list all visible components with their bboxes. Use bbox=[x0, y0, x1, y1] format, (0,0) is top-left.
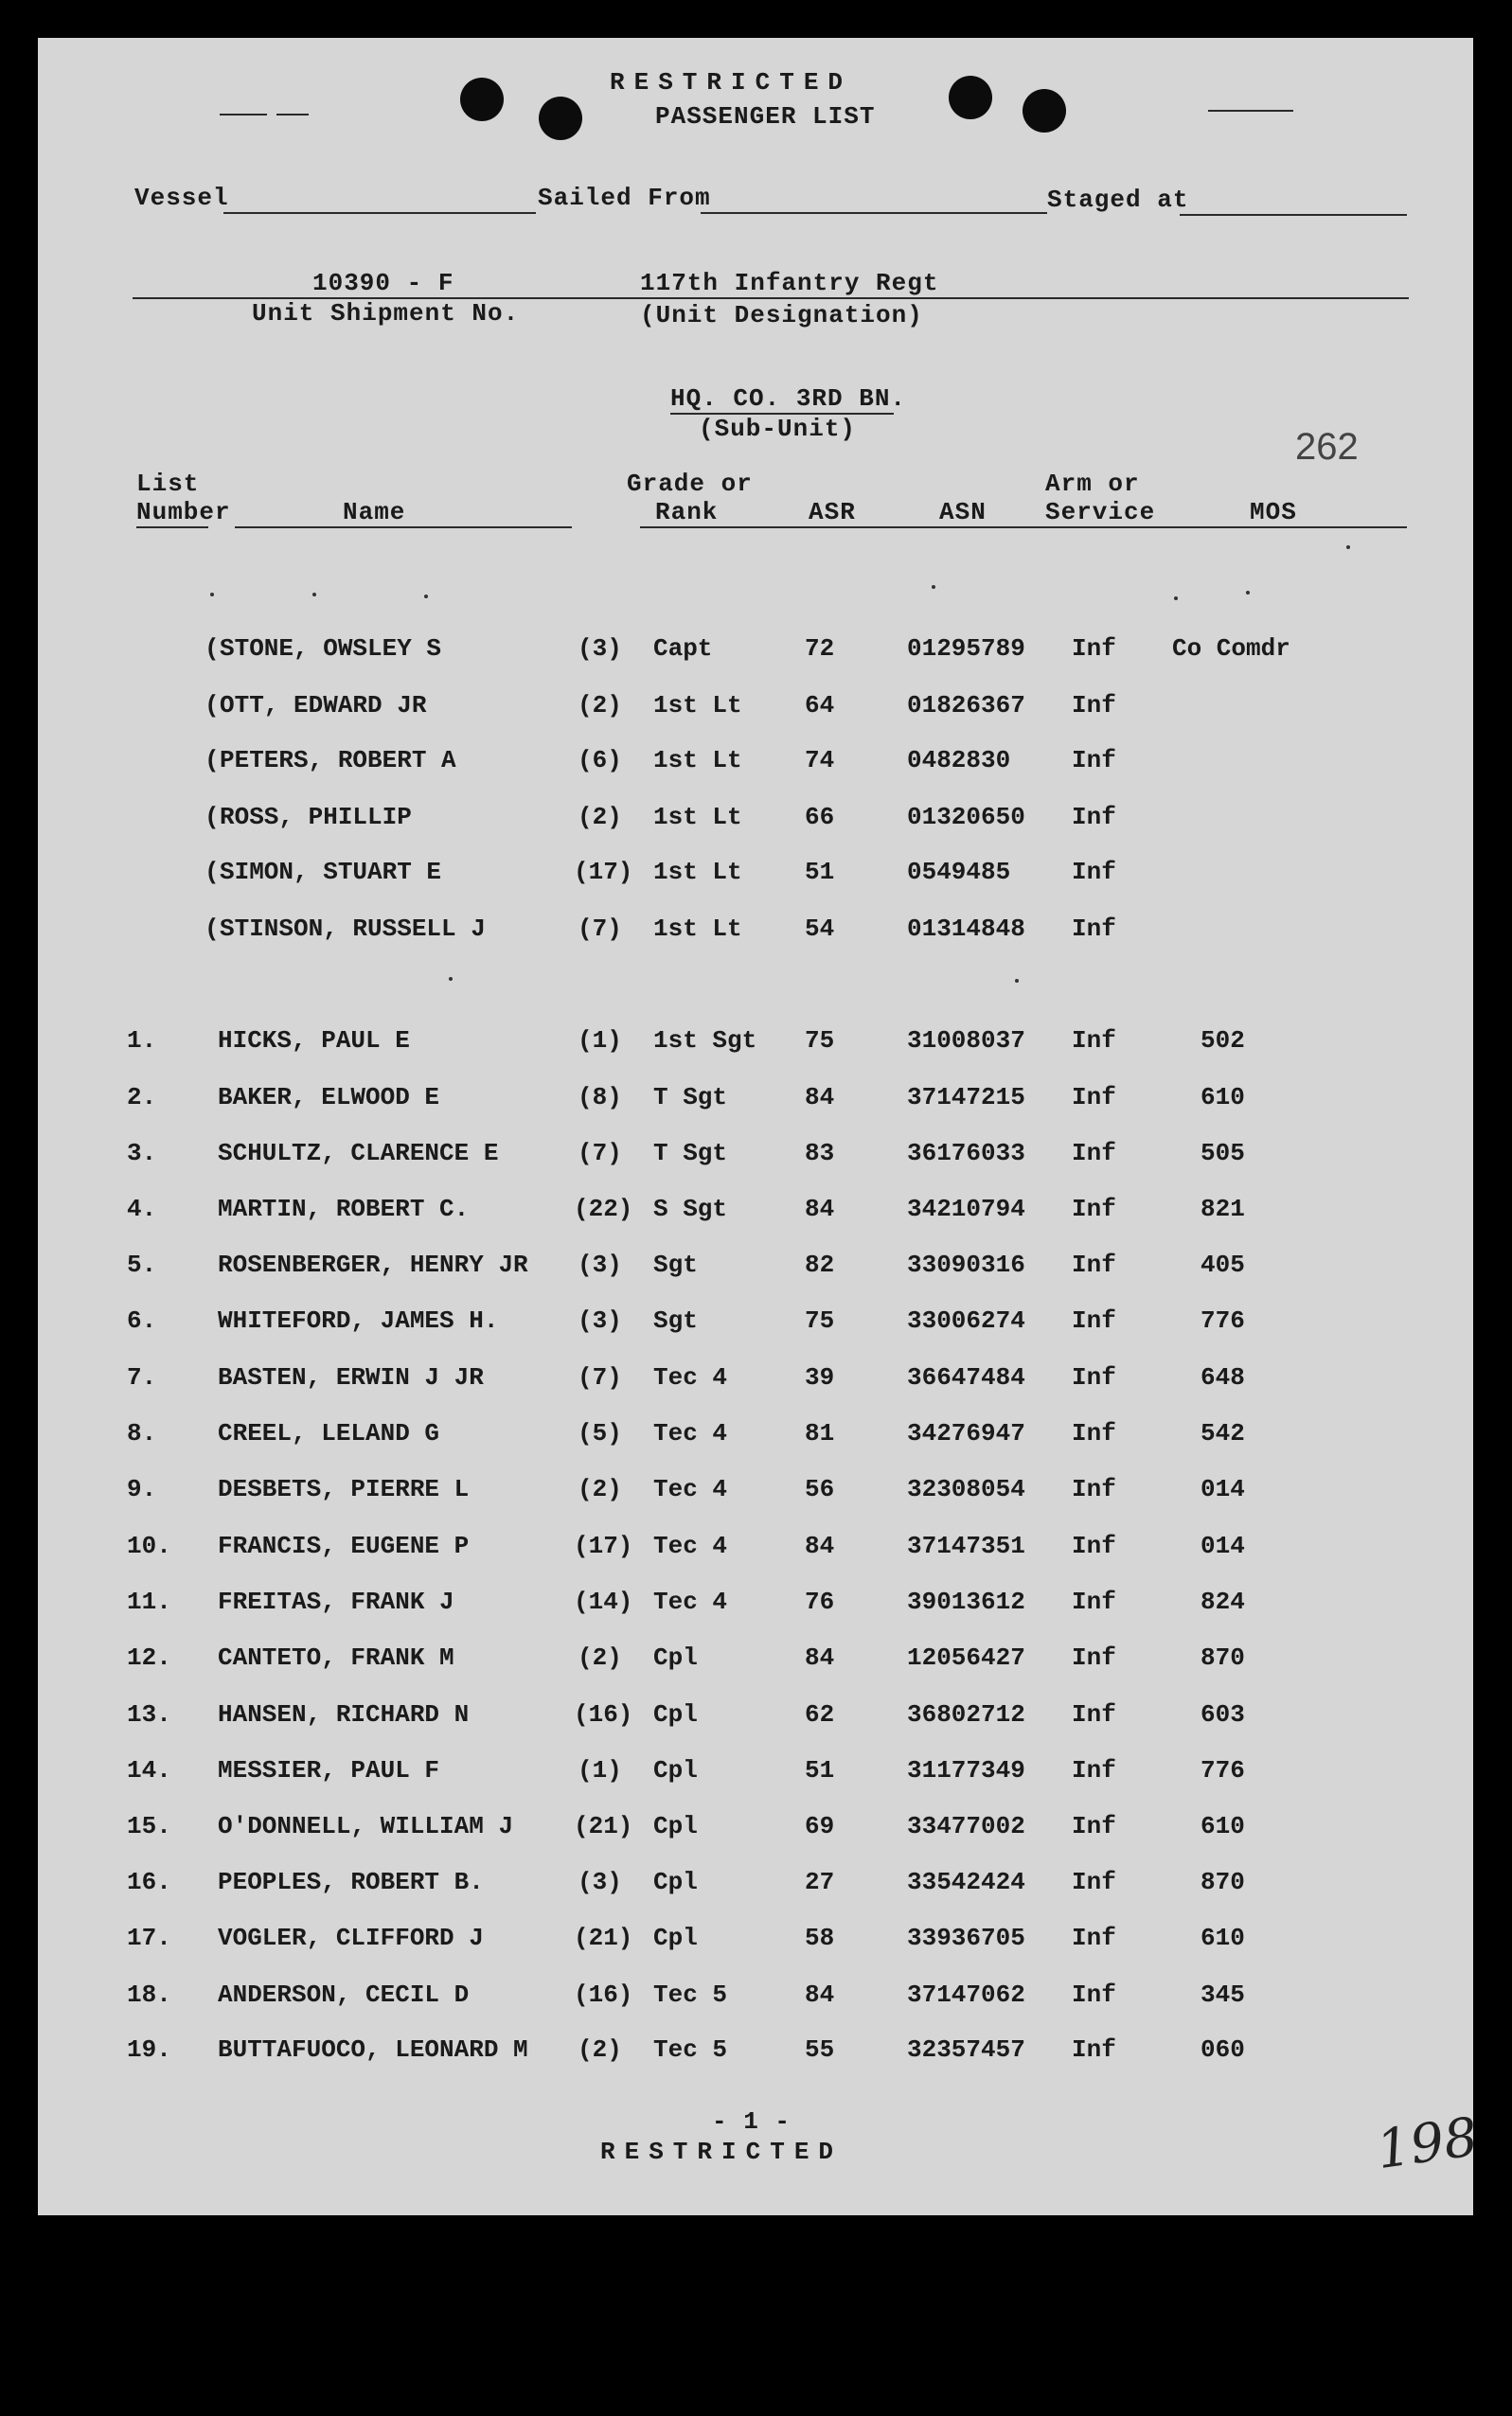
enlisted-row bbox=[38, 1756, 1473, 1794]
enlisted-arm: Inf bbox=[1072, 1924, 1116, 1952]
enlisted-mos: 345 bbox=[1201, 1981, 1245, 2009]
enlisted-asr: 84 bbox=[805, 1532, 835, 1560]
enlisted-asn: 33477002 bbox=[907, 1812, 1025, 1840]
list-number: 15. bbox=[127, 1812, 171, 1840]
list-number: 17. bbox=[127, 1924, 171, 1952]
enlisted-asr: 84 bbox=[805, 1083, 835, 1111]
officer-arm: Inf bbox=[1072, 691, 1116, 719]
enlisted-mos: 776 bbox=[1201, 1756, 1245, 1785]
enlisted-arm: Inf bbox=[1072, 1756, 1116, 1785]
bracket: ( bbox=[205, 915, 220, 943]
enlisted-grade: 1st Sgt bbox=[653, 1026, 757, 1055]
enlisted-asr: 75 bbox=[805, 1026, 835, 1055]
document-sheet bbox=[38, 38, 1482, 2215]
list-number: 16. bbox=[127, 1868, 171, 1896]
enlisted-row bbox=[38, 1643, 1473, 1681]
unit-shipment-no: 10390 - F bbox=[312, 269, 454, 297]
enlisted-row bbox=[38, 1026, 1473, 1064]
list-number: 14. bbox=[127, 1756, 171, 1785]
unit-shipment-label: Unit Shipment No. bbox=[252, 299, 520, 328]
enlisted-arm: Inf bbox=[1072, 1195, 1116, 1223]
enlisted-name: VOGLER, CLIFFORD J bbox=[218, 1924, 484, 1952]
officer-asr: 66 bbox=[805, 803, 835, 831]
stray-dot bbox=[424, 595, 428, 598]
officer-name: STINSON, RUSSELL J bbox=[220, 915, 486, 943]
enlisted-name: DESBETS, PIERRE L bbox=[218, 1475, 470, 1503]
col-underline bbox=[136, 526, 208, 528]
enlisted-asn: 37147351 bbox=[907, 1532, 1025, 1560]
list-number: 6. bbox=[127, 1306, 157, 1335]
col-grade-1: Grade or bbox=[627, 470, 753, 498]
officer-arm: Inf bbox=[1072, 634, 1116, 663]
enlisted-arm: Inf bbox=[1072, 1700, 1116, 1729]
enlisted-name: BAKER, ELWOOD E bbox=[218, 1083, 440, 1111]
unit-line bbox=[1019, 297, 1409, 299]
enlisted-mos: 610 bbox=[1201, 1812, 1245, 1840]
col-underline bbox=[1087, 526, 1407, 528]
list-number: 7. bbox=[127, 1363, 157, 1392]
enlisted-adj: (3) bbox=[578, 1868, 622, 1896]
col-grade-2: Rank bbox=[655, 498, 719, 526]
enlisted-arm: Inf bbox=[1072, 1083, 1116, 1111]
enlisted-grade: Cpl bbox=[653, 1924, 698, 1952]
bracket: ( bbox=[205, 691, 220, 719]
enlisted-mos: 014 bbox=[1201, 1532, 1245, 1560]
stray-mark bbox=[276, 114, 309, 115]
enlisted-row bbox=[38, 1363, 1473, 1401]
document-title: PASSENGER LIST bbox=[655, 102, 876, 131]
officer-name: OTT, EDWARD JR bbox=[220, 691, 427, 719]
enlisted-arm: Inf bbox=[1072, 1026, 1116, 1055]
unit-designation-label: (Unit Designation) bbox=[640, 301, 923, 329]
enlisted-mos: 505 bbox=[1201, 1139, 1245, 1167]
officer-row bbox=[38, 634, 1473, 672]
enlisted-row bbox=[38, 1306, 1473, 1344]
enlisted-adj: (1) bbox=[578, 1756, 622, 1785]
officer-grade: Capt bbox=[653, 634, 713, 663]
officer-grade: 1st Lt bbox=[653, 915, 742, 943]
enlisted-grade: Sgt bbox=[653, 1306, 698, 1335]
bracket: ( bbox=[205, 634, 220, 663]
officer-asr: 72 bbox=[805, 634, 835, 663]
enlisted-mos: 870 bbox=[1201, 1643, 1245, 1672]
enlisted-asr: 84 bbox=[805, 1195, 835, 1223]
enlisted-adj: (21) bbox=[574, 1812, 633, 1840]
officer-name: STONE, OWSLEY S bbox=[220, 634, 442, 663]
unit-line bbox=[640, 297, 1023, 299]
enlisted-row bbox=[38, 1924, 1473, 1962]
stray-dot bbox=[312, 593, 316, 596]
enlisted-row bbox=[38, 1251, 1473, 1288]
enlisted-arm: Inf bbox=[1072, 1419, 1116, 1448]
enlisted-mos: 603 bbox=[1201, 1700, 1245, 1729]
enlisted-adj: (16) bbox=[574, 1700, 633, 1729]
enlisted-asr: 55 bbox=[805, 2035, 835, 2064]
officer-adj: (3) bbox=[578, 634, 622, 663]
list-number: 2. bbox=[127, 1083, 157, 1111]
enlisted-arm: Inf bbox=[1072, 1306, 1116, 1335]
enlisted-name: ANDERSON, CECIL D bbox=[218, 1981, 470, 2009]
officer-grade: 1st Lt bbox=[653, 746, 742, 774]
officer-asn: 01314848 bbox=[907, 915, 1025, 943]
officer-asn: 01826367 bbox=[907, 691, 1025, 719]
enlisted-grade: Tec 4 bbox=[653, 1475, 728, 1503]
stray-mark bbox=[220, 114, 267, 115]
officer-adj: (2) bbox=[578, 691, 622, 719]
enlisted-asn: 31177349 bbox=[907, 1756, 1025, 1785]
enlisted-mos: 060 bbox=[1201, 2035, 1245, 2064]
enlisted-asr: 69 bbox=[805, 1812, 835, 1840]
officer-asr: 54 bbox=[805, 915, 835, 943]
punch-hole bbox=[1023, 89, 1066, 133]
enlisted-adj: (22) bbox=[574, 1195, 633, 1223]
officer-arm: Inf bbox=[1072, 915, 1116, 943]
enlisted-grade: Cpl bbox=[653, 1812, 698, 1840]
enlisted-row bbox=[38, 1588, 1473, 1625]
enlisted-name: SCHULTZ, CLARENCE E bbox=[218, 1139, 499, 1167]
enlisted-mos: 870 bbox=[1201, 1868, 1245, 1896]
vessel-label: Vessel bbox=[134, 184, 229, 212]
enlisted-grade: Cpl bbox=[653, 1756, 698, 1785]
enlisted-row bbox=[38, 1419, 1473, 1457]
list-number: 1. bbox=[127, 1026, 157, 1055]
enlisted-mos: 610 bbox=[1201, 1083, 1245, 1111]
enlisted-row bbox=[38, 1868, 1473, 1906]
unit-designation: 117th Infantry Regt bbox=[640, 269, 939, 297]
col-arm-2: Service bbox=[1045, 498, 1156, 526]
enlisted-name: FREITAS, FRANK J bbox=[218, 1588, 454, 1616]
officer-asr: 74 bbox=[805, 746, 835, 774]
list-number: 3. bbox=[127, 1139, 157, 1167]
punch-hole bbox=[949, 76, 992, 119]
enlisted-arm: Inf bbox=[1072, 1363, 1116, 1392]
list-number: 8. bbox=[127, 1419, 157, 1448]
enlisted-mos: 648 bbox=[1201, 1363, 1245, 1392]
enlisted-arm: Inf bbox=[1072, 1868, 1116, 1896]
enlisted-adj: (3) bbox=[578, 1251, 622, 1279]
enlisted-row bbox=[38, 1532, 1473, 1570]
enlisted-asr: 39 bbox=[805, 1363, 835, 1392]
enlisted-asr: 84 bbox=[805, 1643, 835, 1672]
enlisted-arm: Inf bbox=[1072, 1588, 1116, 1616]
enlisted-mos: 014 bbox=[1201, 1475, 1245, 1503]
enlisted-arm: Inf bbox=[1072, 1643, 1116, 1672]
officer-arm: Inf bbox=[1072, 803, 1116, 831]
enlisted-grade: Cpl bbox=[653, 1868, 698, 1896]
enlisted-row bbox=[38, 2035, 1473, 2073]
enlisted-asn: 39013612 bbox=[907, 1588, 1025, 1616]
enlisted-asr: 82 bbox=[805, 1251, 835, 1279]
enlisted-asn: 33006274 bbox=[907, 1306, 1025, 1335]
enlisted-asn: 33936705 bbox=[907, 1924, 1025, 1952]
punch-hole bbox=[539, 97, 582, 140]
officer-row bbox=[38, 803, 1473, 841]
col-name: Name bbox=[343, 498, 406, 526]
enlisted-asn: 34276947 bbox=[907, 1419, 1025, 1448]
sailed-from-label: Sailed From bbox=[538, 184, 711, 212]
enlisted-adj: (2) bbox=[578, 1475, 622, 1503]
enlisted-asr: 75 bbox=[805, 1306, 835, 1335]
enlisted-grade: Tec 5 bbox=[653, 1981, 728, 2009]
enlisted-grade: Tec 4 bbox=[653, 1588, 728, 1616]
enlisted-arm: Inf bbox=[1072, 1981, 1116, 2009]
enlisted-asn: 36802712 bbox=[907, 1700, 1025, 1729]
staged-at-field bbox=[1180, 214, 1407, 216]
staged-at-label: Staged at bbox=[1047, 186, 1189, 214]
list-number: 5. bbox=[127, 1251, 157, 1279]
stray-dot bbox=[1015, 979, 1019, 983]
enlisted-asr: 83 bbox=[805, 1139, 835, 1167]
enlisted-asr: 51 bbox=[805, 1756, 835, 1785]
enlisted-adj: (3) bbox=[578, 1306, 622, 1335]
enlisted-asr: 27 bbox=[805, 1868, 835, 1896]
enlisted-adj: (17) bbox=[574, 1532, 633, 1560]
officer-grade: 1st Lt bbox=[653, 691, 742, 719]
enlisted-asn: 33542424 bbox=[907, 1868, 1025, 1896]
enlisted-grade: Cpl bbox=[653, 1700, 698, 1729]
enlisted-asr: 81 bbox=[805, 1419, 835, 1448]
enlisted-name: FRANCIS, EUGENE P bbox=[218, 1532, 470, 1560]
bracket: ( bbox=[205, 746, 220, 774]
page-number: - 1 - bbox=[712, 2107, 792, 2136]
list-number: 18. bbox=[127, 1981, 171, 2009]
enlisted-asn: 36647484 bbox=[907, 1363, 1025, 1392]
list-number: 13. bbox=[127, 1700, 171, 1729]
enlisted-grade: Cpl bbox=[653, 1643, 698, 1672]
enlisted-arm: Inf bbox=[1072, 1812, 1116, 1840]
stray-dot bbox=[1174, 596, 1178, 600]
enlisted-name: ROSENBERGER, HENRY JR bbox=[218, 1251, 528, 1279]
enlisted-name: MESSIER, PAUL F bbox=[218, 1756, 440, 1785]
stray-dot bbox=[1346, 545, 1350, 549]
col-underline bbox=[235, 526, 572, 528]
stray-dot bbox=[1246, 591, 1250, 595]
enlisted-adj: (7) bbox=[578, 1139, 622, 1167]
vessel-field bbox=[223, 212, 536, 214]
enlisted-name: HANSEN, RICHARD N bbox=[218, 1700, 470, 1729]
enlisted-row bbox=[38, 1083, 1473, 1121]
enlisted-asr: 58 bbox=[805, 1924, 835, 1952]
enlisted-mos: 821 bbox=[1201, 1195, 1245, 1223]
classification-bottom: RESTRICTED bbox=[600, 2138, 844, 2166]
officer-adj: (6) bbox=[578, 746, 622, 774]
col-list-number-2: Number bbox=[136, 498, 231, 526]
enlisted-name: HICKS, PAUL E bbox=[218, 1026, 410, 1055]
bracket: ( bbox=[205, 858, 220, 886]
officer-adj: (2) bbox=[578, 803, 622, 831]
officer-grade: 1st Lt bbox=[653, 858, 742, 886]
enlisted-row bbox=[38, 1475, 1473, 1513]
enlisted-adj: (14) bbox=[574, 1588, 633, 1616]
enlisted-adj: (16) bbox=[574, 1981, 633, 2009]
col-underline bbox=[640, 526, 1089, 528]
enlisted-asn: 37147215 bbox=[907, 1083, 1025, 1111]
enlisted-adj: (1) bbox=[578, 1026, 622, 1055]
enlisted-asr: 84 bbox=[805, 1981, 835, 2009]
col-list-number-1: List bbox=[136, 470, 200, 498]
classification-top: RESTRICTED bbox=[610, 68, 853, 97]
enlisted-grade: S Sgt bbox=[653, 1195, 728, 1223]
enlisted-row bbox=[38, 1981, 1473, 2018]
col-asr: ASR bbox=[809, 498, 856, 526]
officer-adj: (7) bbox=[578, 915, 622, 943]
enlisted-arm: Inf bbox=[1072, 2035, 1116, 2064]
officer-asn: 01295789 bbox=[907, 634, 1025, 663]
enlisted-arm: Inf bbox=[1072, 1532, 1116, 1560]
enlisted-grade: T Sgt bbox=[653, 1083, 728, 1111]
enlisted-asr: 76 bbox=[805, 1588, 835, 1616]
officer-row bbox=[38, 915, 1473, 952]
list-number: 19. bbox=[127, 2035, 171, 2064]
enlisted-arm: Inf bbox=[1072, 1139, 1116, 1167]
officer-row bbox=[38, 691, 1473, 729]
enlisted-name: BASTEN, ERWIN J JR bbox=[218, 1363, 484, 1392]
enlisted-asn: 32308054 bbox=[907, 1475, 1025, 1503]
officer-grade: 1st Lt bbox=[653, 803, 742, 831]
sub-unit-label: (Sub-Unit) bbox=[699, 415, 857, 443]
enlisted-asn: 32357457 bbox=[907, 2035, 1025, 2064]
stray-dot bbox=[449, 977, 453, 981]
list-number: 10. bbox=[127, 1532, 171, 1560]
enlisted-asn: 37147062 bbox=[907, 1981, 1025, 2009]
enlisted-asn: 33090316 bbox=[907, 1251, 1025, 1279]
officer-asn: 01320650 bbox=[907, 803, 1025, 831]
enlisted-mos: 610 bbox=[1201, 1924, 1245, 1952]
enlisted-asr: 62 bbox=[805, 1700, 835, 1729]
officer-name: PETERS, ROBERT A bbox=[220, 746, 456, 774]
officer-asn: 0482830 bbox=[907, 746, 1011, 774]
officer-arm: Inf bbox=[1072, 746, 1116, 774]
enlisted-mos: 776 bbox=[1201, 1306, 1245, 1335]
col-asn: ASN bbox=[939, 498, 987, 526]
col-mos: MOS bbox=[1250, 498, 1297, 526]
enlisted-adj: (2) bbox=[578, 1643, 622, 1672]
enlisted-asn: 31008037 bbox=[907, 1026, 1025, 1055]
enlisted-grade: Sgt bbox=[653, 1251, 698, 1279]
enlisted-grade: T Sgt bbox=[653, 1139, 728, 1167]
enlisted-adj: (8) bbox=[578, 1083, 622, 1111]
enlisted-mos: 405 bbox=[1201, 1251, 1245, 1279]
officer-note: Co Comdr bbox=[1172, 634, 1290, 663]
enlisted-row bbox=[38, 1195, 1473, 1233]
list-number: 12. bbox=[127, 1643, 171, 1672]
enlisted-mos: 542 bbox=[1201, 1419, 1245, 1448]
enlisted-name: WHITEFORD, JAMES H. bbox=[218, 1306, 499, 1335]
sailed-from-field bbox=[701, 212, 1047, 214]
enlisted-row bbox=[38, 1139, 1473, 1177]
bracket: ( bbox=[205, 803, 220, 831]
list-number: 4. bbox=[127, 1195, 157, 1223]
enlisted-name: PEOPLES, ROBERT B. bbox=[218, 1868, 484, 1896]
enlisted-adj: (2) bbox=[578, 2035, 622, 2064]
officer-adj: (17) bbox=[574, 858, 633, 886]
enlisted-name: BUTTAFUOCO, LEONARD M bbox=[218, 2035, 528, 2064]
enlisted-asn: 36176033 bbox=[907, 1139, 1025, 1167]
officer-asr: 51 bbox=[805, 858, 835, 886]
officer-name: ROSS, PHILLIP bbox=[220, 803, 412, 831]
enlisted-row bbox=[38, 1700, 1473, 1738]
page-mark: 262 bbox=[1295, 426, 1359, 468]
officer-asr: 64 bbox=[805, 691, 835, 719]
enlisted-mos: 502 bbox=[1201, 1026, 1245, 1055]
enlisted-adj: (7) bbox=[578, 1363, 622, 1392]
stray-dot bbox=[932, 585, 935, 589]
enlisted-name: O'DONNELL, WILLIAM J bbox=[218, 1812, 514, 1840]
enlisted-name: CREEL, LELAND G bbox=[218, 1419, 440, 1448]
col-arm-1: Arm or bbox=[1045, 470, 1140, 498]
enlisted-grade: Tec 5 bbox=[653, 2035, 728, 2064]
officer-asn: 0549485 bbox=[907, 858, 1011, 886]
enlisted-grade: Tec 4 bbox=[653, 1363, 728, 1392]
enlisted-asr: 56 bbox=[805, 1475, 835, 1503]
handwritten-number: 198 bbox=[1372, 2105, 1482, 2182]
enlisted-name: CANTETO, FRANK M bbox=[218, 1643, 454, 1672]
sub-unit: HQ. CO. 3RD BN. bbox=[670, 384, 907, 413]
punch-hole bbox=[460, 78, 504, 121]
enlisted-mos: 824 bbox=[1201, 1588, 1245, 1616]
list-number: 11. bbox=[127, 1588, 171, 1616]
enlisted-name: MARTIN, ROBERT C. bbox=[218, 1195, 470, 1223]
officer-row bbox=[38, 858, 1473, 896]
enlisted-grade: Tec 4 bbox=[653, 1419, 728, 1448]
list-number: 9. bbox=[127, 1475, 157, 1503]
enlisted-grade: Tec 4 bbox=[653, 1532, 728, 1560]
officer-row bbox=[38, 746, 1473, 784]
enlisted-adj: (5) bbox=[578, 1419, 622, 1448]
enlisted-adj: (21) bbox=[574, 1924, 633, 1952]
enlisted-arm: Inf bbox=[1072, 1475, 1116, 1503]
stray-mark bbox=[1208, 110, 1293, 112]
enlisted-row bbox=[38, 1812, 1473, 1850]
officer-name: SIMON, STUART E bbox=[220, 858, 442, 886]
enlisted-asn: 34210794 bbox=[907, 1195, 1025, 1223]
enlisted-asn: 12056427 bbox=[907, 1643, 1025, 1672]
stray-dot bbox=[210, 593, 214, 596]
officer-arm: Inf bbox=[1072, 858, 1116, 886]
enlisted-arm: Inf bbox=[1072, 1251, 1116, 1279]
